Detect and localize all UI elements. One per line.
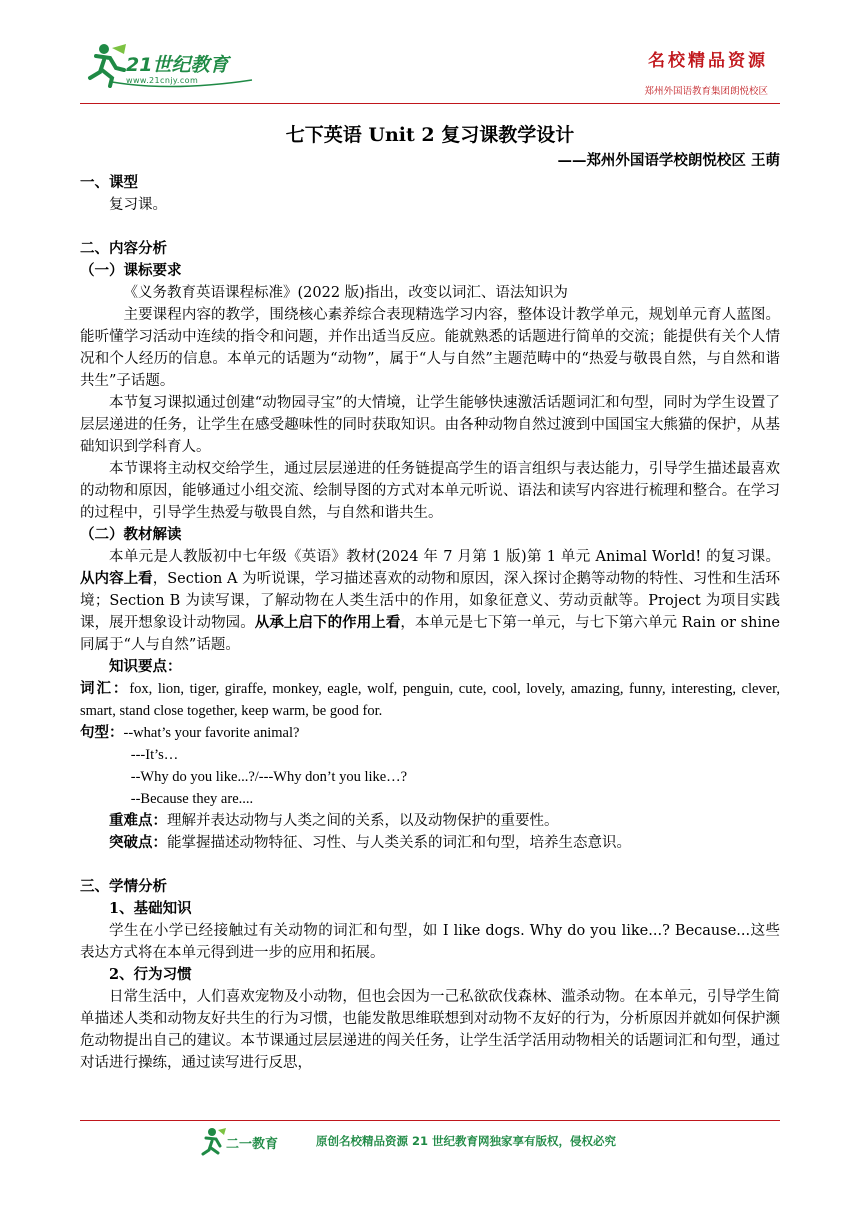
brand-subtitle: 郑州外国语教育集团朗悦校区 xyxy=(644,86,768,97)
footer-brand: 二一教育 xyxy=(226,1137,279,1152)
subsection-heading-habits: 2、行为习惯 xyxy=(109,966,192,983)
header-divider xyxy=(80,103,780,104)
textbook-text-a: 本单元是人教版初中七年级《英语》教材(2024 年 7 月第 1 版)第 1 单元 Animal World! 的复习课。 xyxy=(109,549,780,565)
subsection-heading-textbook: （二）教材解读 xyxy=(80,526,182,543)
sentence-label: 句型： xyxy=(80,724,124,741)
document-author: ——郑州外国语学校朗悦校区 王萌 xyxy=(557,152,780,169)
vocabulary-label: 词汇： xyxy=(80,680,130,697)
textbook-text-e: ，本单元是七下第一单元，与七下第六单元 Rain or shine 同属于“人与自然”话题。 xyxy=(80,615,780,653)
paragraph-textbook xyxy=(80,546,780,656)
logo-url: www.21cnjy.com xyxy=(126,76,199,85)
vocabulary-line xyxy=(80,678,780,722)
textbook-emphasis-content: 从内容上看 xyxy=(80,570,153,587)
paragraph-curriculum-3: 本节复习课拟通过创建“动物园寻宝”的大情境，让学生能够快速激活话题词汇和句型，同时为学生设置了层层递进的任务，让学生在感受趣味性的同时获取知识。由各种动物自然过渡到中国国宝大熊猫的保护，从基础知识到学科育人。 xyxy=(80,395,780,455)
logo-wordmark: 21世纪教育 xyxy=(126,54,229,76)
brand-block xyxy=(644,46,768,97)
sentence-line-1 xyxy=(80,722,780,744)
difficulty-label: 重难点： xyxy=(109,812,167,829)
paragraph-curriculum-1: 《义务教育英语课程标准》(2022 版)指出，改变以词汇、语法知识为 xyxy=(123,285,568,301)
sentence-text: --what’s your favorite animal? xyxy=(123,725,300,741)
difficulty-line xyxy=(80,810,780,832)
section-heading-1: 一、课型 xyxy=(80,174,138,191)
sentence-line-2: ---It’s… xyxy=(130,747,179,763)
paragraph-basics: 学生在小学已经接触过有关动物的词汇和句型，如 I like dogs. Why do you like...? Because...这些表达方式将在本单元得到进一步的应用和拓展。 xyxy=(80,923,780,961)
paragraph-curriculum-4: 本节课将主动权交给学生，通过层层递进的任务链提高学生的语言组织与表达能力，引导学生描述最喜欢的动物和原因，能够通过小组交流、绘制导图的方式对本单元听说、语法和读写内容进行梳理和整合。在学习的过程中，引导学生热爱与敬畏自然，与自然和谐共生。 xyxy=(80,461,780,521)
paragraph-curriculum-2: 主要课程内容的教学，围绕核心素养综合表现精选学习内容，整体设计教学单元，规划单元育人蓝图。能听懂学习活动中连续的指令和问题，并作出适当反应。能就熟悉的话题进行简单的交流；能提供有关个人情况和个人经历的信息。本单元的话题为“动物”，属于“人与自然”主题范畴中的“热爱与敬畏自然，与自然和谐共生”子话题。 xyxy=(80,307,780,389)
document-body xyxy=(80,118,780,1074)
sentence-line-4: --Because they are.... xyxy=(130,791,254,807)
breakthrough-label: 突破点： xyxy=(109,834,167,851)
spacer xyxy=(80,854,780,876)
section-1-body: 复习课。 xyxy=(109,197,167,213)
breakthrough-line xyxy=(80,832,780,854)
footer-copyright: 原创名校精品资源 21 世纪教育网独家享有版权，侵权必究 xyxy=(316,1134,617,1148)
vocabulary-text: fox, lion, tiger, giraffe, monkey, eagle, wolf, penguin, cute, cool, lovely, amazing, funny, interesting, clever, smart, stand close together, keep warm, be good for. xyxy=(80,681,780,719)
textbook-text-c: ，Section A 为听说课，学习描述喜欢的动物和原因，深入探讨企鹅等动物的特性、习性和生活环境；Section B 为读写课，了解动物在人类生活中的作用，如象征意义、劳动贡献等。Project 为项目实践课，展开想象设计动物园。 xyxy=(80,571,780,631)
spacer xyxy=(80,216,780,238)
subsection-heading-curriculum: （一）课标要求 xyxy=(80,262,182,279)
section-heading-2: 二、内容分析 xyxy=(80,240,167,257)
section-heading-3: 三、学情分析 xyxy=(80,878,167,895)
brand-title: 名校精品资源 xyxy=(648,51,768,71)
difficulty-text: 理解并表达动物与人类之间的关系，以及动物保护的重要性。 xyxy=(167,813,559,829)
textbook-emphasis-connection: 从承上启下的作用上看 xyxy=(254,614,401,631)
paragraph-habits: 日常生活中，人们喜欢宠物及小动物，但也会因为一己私欲砍伐森林、滥杀动物。在本单元，引导学生简单描述人类和动物友好共生的行为习惯，也能发散思维联想到对动物不友好的行为，分析原因并就如何保护濒危动物提出自己的建议。本节课通过层层递进的闯关任务，让学生活学活用动物相关的话题词汇和句型，通过对话进行操练，通过读写进行反思， xyxy=(80,989,780,1071)
document-title: 七下英语 Unit 2 复习课教学设计 xyxy=(285,124,575,146)
sentence-line-3: --Why do you like...?/---Why don’t you like…? xyxy=(130,769,408,785)
breakthrough-text: 能掌握描述动物特征、习性、与人类关系的词汇和句型，培养生态意识。 xyxy=(167,835,631,851)
subsection-heading-basics: 1、基础知识 xyxy=(109,900,192,917)
footer-divider xyxy=(80,1120,780,1121)
knowledge-heading: 知识要点： xyxy=(109,658,182,675)
